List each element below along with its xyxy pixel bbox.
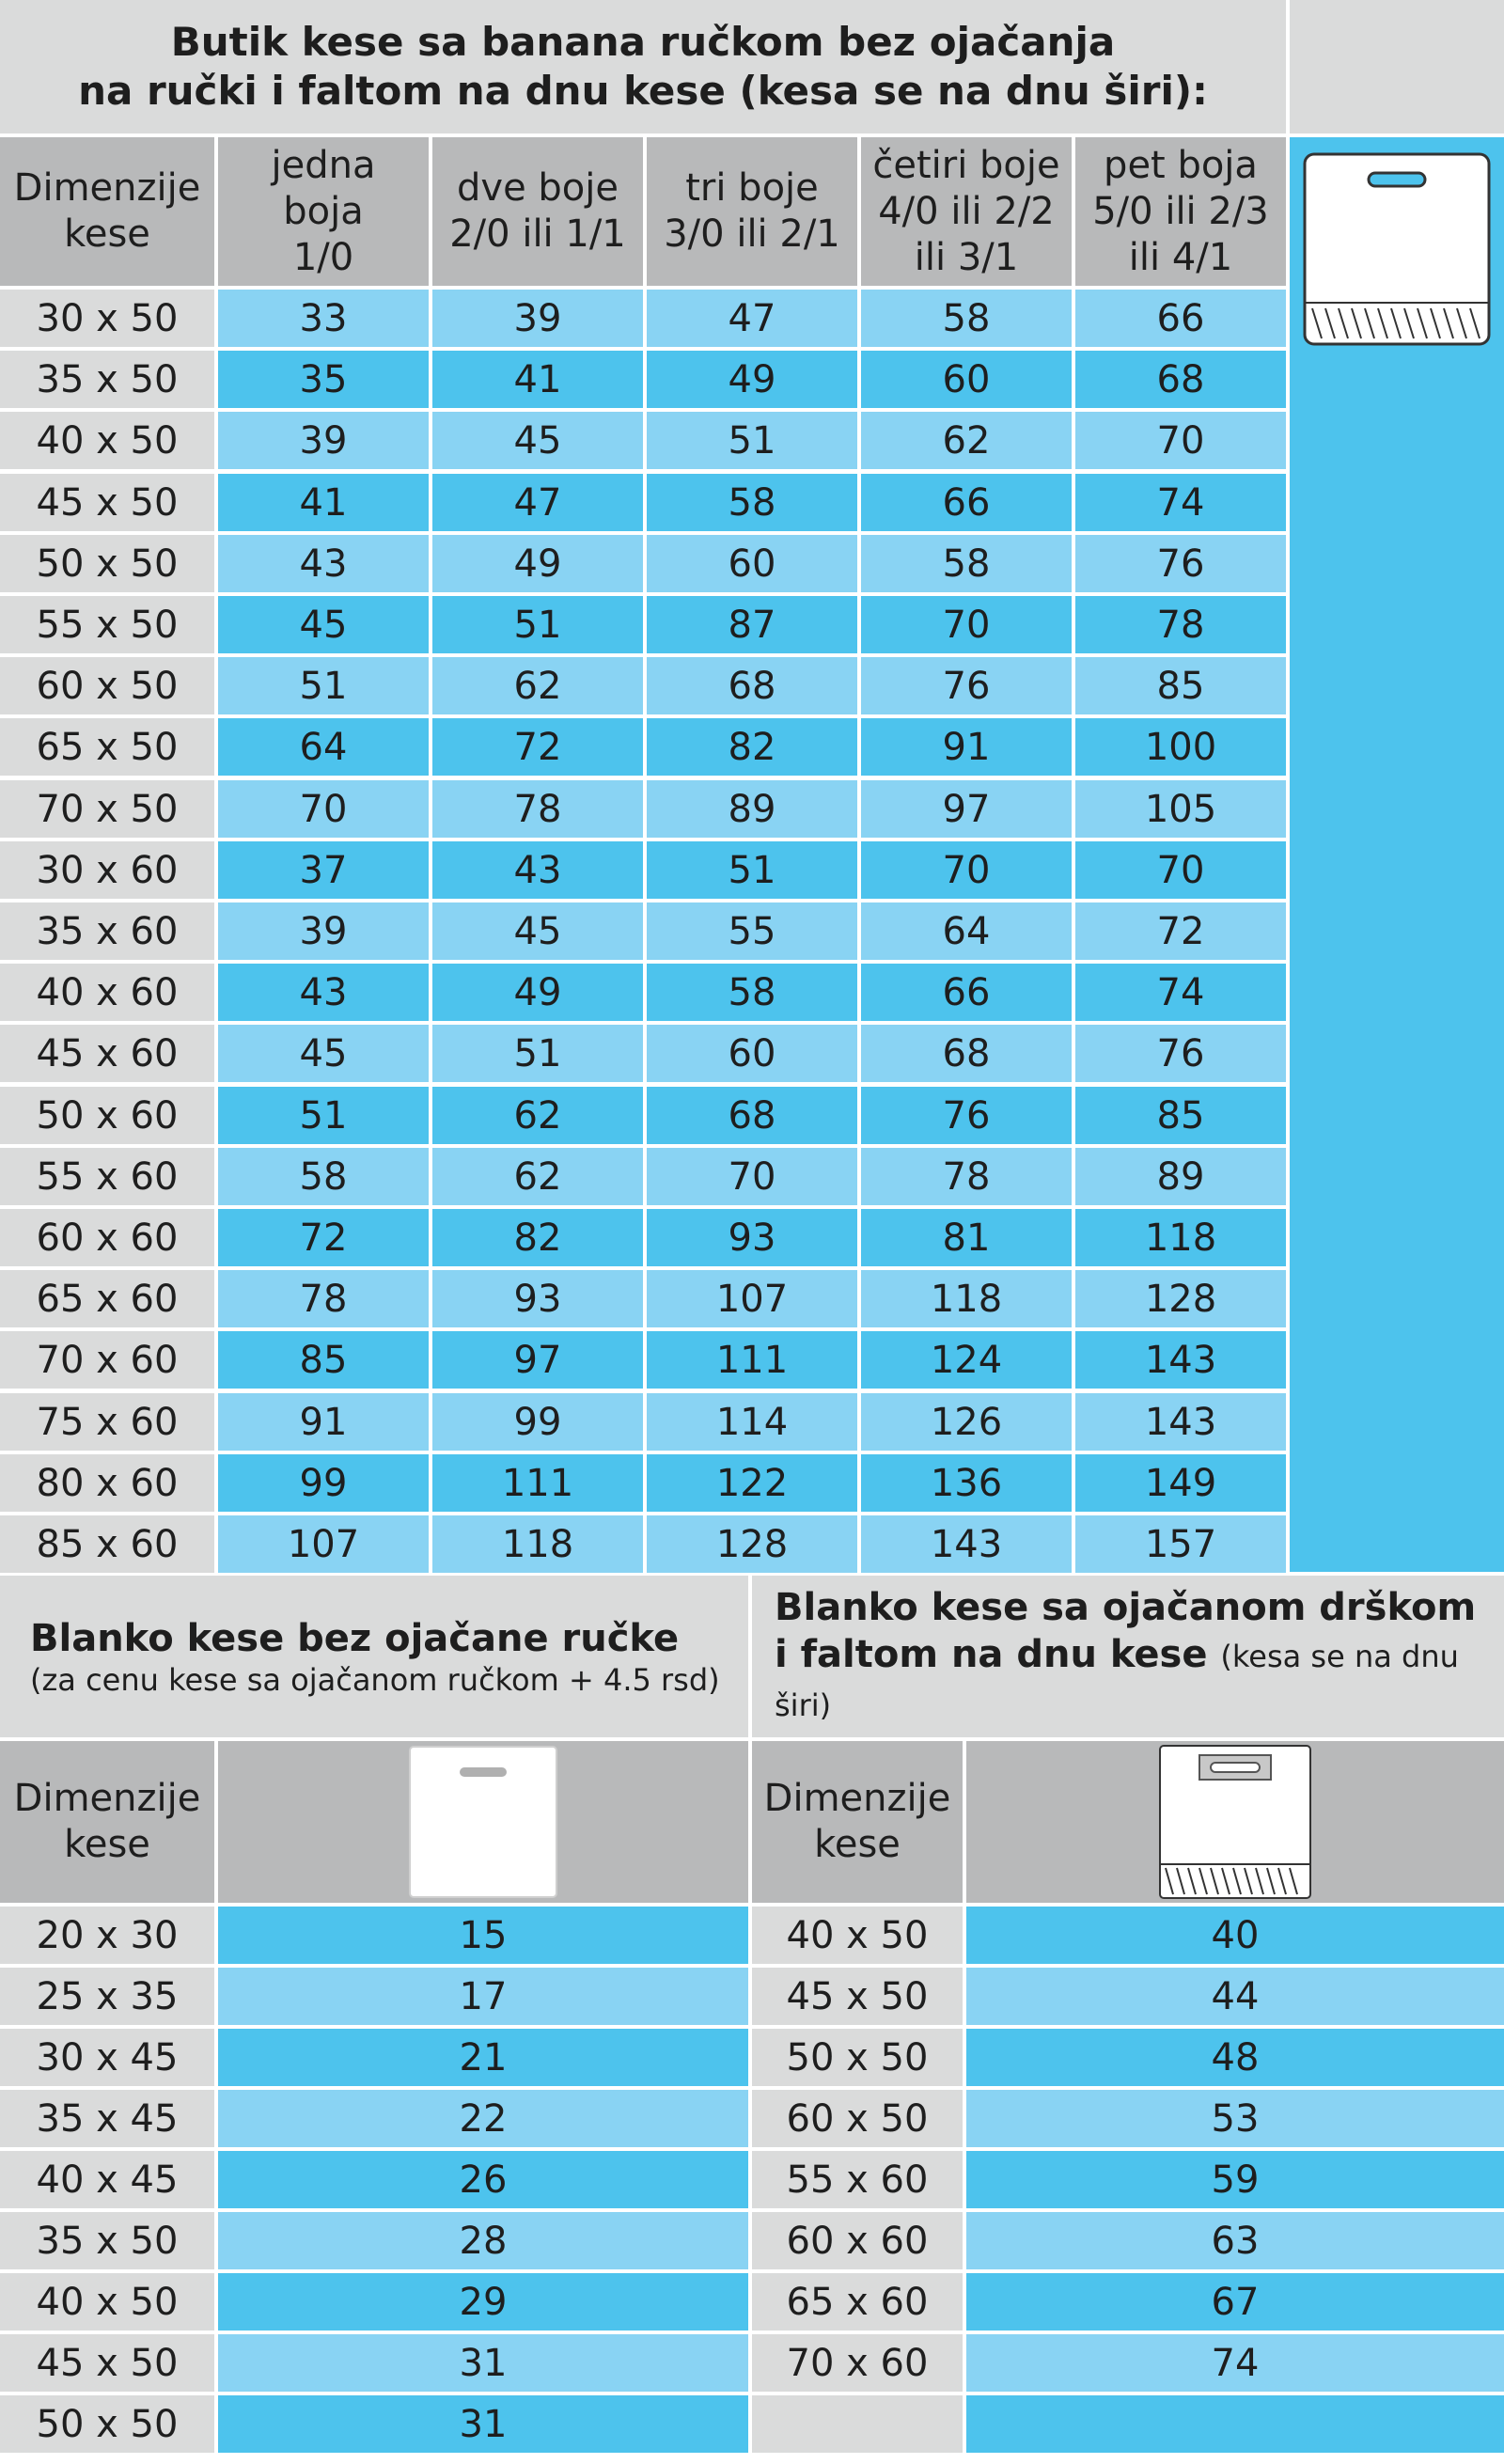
table1-price-cell: 97 [861,780,1072,838]
table1-price-cell: 64 [861,902,1072,960]
table2-dimension-cell: 35 x 45 [0,2090,214,2147]
table1-header-four-colors: četiri boje 4/0 ili 2/2 ili 3/1 [861,137,1072,286]
table1-price-cell: 72 [1075,902,1286,960]
table1-dimension-cell: 40 x 60 [0,964,214,1021]
table1-price-cell: 39 [432,290,643,347]
table1-price-cell: 78 [861,1148,1072,1205]
table1-price-cell: 58 [861,535,1072,592]
table2-price-cell: 15 [218,1907,748,1964]
table1-title-corner [1290,0,1504,133]
table1-price-cell: 70 [1075,841,1286,899]
table1-price-cell: 49 [432,964,643,1021]
table3-title-line1: Blanko kese sa ojačanom drškom [775,1586,1477,1629]
table2-price-cell: 31 [218,2334,748,2392]
table1-price-cell: 114 [647,1393,857,1451]
table1-price-cell: 76 [1075,535,1286,592]
table1-price-cell: 45 [432,412,643,469]
table1-price-cell: 35 [218,351,429,408]
table1-price-cell: 91 [861,718,1072,776]
table3-price-cell: 59 [966,2151,1504,2208]
banana-handle-gusset-bag-icon [1303,152,1491,346]
table1-price-cell: 58 [218,1148,429,1205]
table1-price-cell: 51 [432,1025,643,1082]
table1-price-cell: 74 [1075,474,1286,531]
table1-price-cell: 105 [1075,780,1286,838]
table1-price-cell: 89 [647,780,857,838]
table3-dimension-cell: 40 x 50 [752,1907,963,1964]
table3-dimension-cell: 65 x 60 [752,2273,963,2331]
table1-price-cell: 58 [861,290,1072,347]
table1-price-cell: 72 [432,718,643,776]
table3-header-dimensions: Dimenzije kese [752,1741,963,1903]
table1-price-cell: 82 [647,718,857,776]
table1-price-cell: 78 [432,780,643,838]
table1-price-cell: 72 [218,1209,429,1266]
table1-price-cell: 70 [647,1148,857,1205]
table1-price-cell: 47 [432,474,643,531]
table3-header-icon-cell [966,1741,1504,1903]
table1-price-cell: 111 [647,1331,857,1389]
table3-price-cell: 44 [966,1968,1504,2025]
table1-price-cell: 149 [1075,1454,1286,1512]
table2-dimension-cell: 40 x 45 [0,2151,214,2208]
table1-dimension-cell: 40 x 50 [0,412,214,469]
blank-bag-icon [408,1745,558,1899]
table1-header-one-color: jedna boja 1/0 [218,137,429,286]
table1-price-cell: 68 [647,657,857,714]
table1-dimension-cell: 30 x 60 [0,841,214,899]
table3-title-line2: i faltom na dnu kese (kesa se na dnu širi) [775,1633,1459,1723]
table2-dimension-cell: 20 x 30 [0,1907,214,1964]
table1-price-cell: 99 [432,1393,643,1451]
table1-price-cell: 107 [218,1515,429,1573]
table1-price-cell: 39 [218,902,429,960]
table1-price-cell: 143 [861,1515,1072,1573]
table1-price-cell: 78 [218,1270,429,1327]
table2-price-cell: 26 [218,2151,748,2208]
table2-dimension-cell: 40 x 50 [0,2273,214,2331]
table1-price-cell: 128 [1075,1270,1286,1327]
table1-price-cell: 70 [218,780,429,838]
table3-dimension-cell [752,2395,963,2453]
table1-dimension-cell: 80 x 60 [0,1454,214,1512]
table1-price-cell: 66 [861,964,1072,1021]
table3-price-cell: 67 [966,2273,1504,2331]
table1-dimension-cell: 65 x 60 [0,1270,214,1327]
table1-title-line2: na ručki i faltom na dnu kese (kesa se na dnu širi): [78,68,1208,114]
table1-price-cell: 100 [1075,718,1286,776]
table1-price-cell: 43 [218,535,429,592]
table1-price-cell: 68 [647,1087,857,1144]
table1-header-five-colors: pet boja 5/0 ili 2/3 ili 4/1 [1075,137,1286,286]
table1-price-cell: 74 [1075,964,1286,1021]
table2-dimension-cell: 50 x 50 [0,2395,214,2453]
table1-price-cell: 93 [647,1209,857,1266]
table1-price-cell: 51 [218,1087,429,1144]
table1-price-cell: 70 [861,841,1072,899]
table1-price-cell: 49 [647,351,857,408]
table1-dimension-cell: 55 x 50 [0,596,214,653]
table1-price-cell: 41 [432,351,643,408]
table1-dimension-cell: 70 x 50 [0,780,214,838]
table1-price-cell: 66 [861,474,1072,531]
table1-price-cell: 45 [218,596,429,653]
table3-price-cell: 63 [966,2212,1504,2269]
table1-price-cell: 43 [432,841,643,899]
table1-price-cell: 118 [861,1270,1072,1327]
table1-dimension-cell: 35 x 60 [0,902,214,960]
table1-price-cell: 128 [647,1515,857,1573]
table1-price-cell: 68 [861,1025,1072,1082]
table1-price-cell: 33 [218,290,429,347]
table1-price-cell: 124 [861,1331,1072,1389]
table3-price-cell: 48 [966,2029,1504,2086]
table1-price-cell: 97 [432,1331,643,1389]
table1-price-cell: 62 [861,412,1072,469]
table1-price-cell: 60 [647,535,857,592]
table1-price-cell: 49 [432,535,643,592]
table1-price-cell: 58 [647,474,857,531]
table1-price-cell: 60 [861,351,1072,408]
table1-price-cell: 62 [432,1087,643,1144]
table2-header-dimensions: Dimenzije kese [0,1741,214,1903]
table1-price-cell: 51 [647,841,857,899]
table1-dimension-cell: 30 x 50 [0,290,214,347]
table1-dimension-cell: 60 x 50 [0,657,214,714]
table1-title-cell [0,0,1286,133]
table2-header-icon-cell [218,1741,748,1903]
reinforced-handle-gusset-bag-icon [1158,1744,1312,1900]
table1-price-cell: 62 [432,1148,643,1205]
table3-title-note: (kesa se na dnu širi) [775,1639,1459,1723]
table1-price-cell: 51 [218,657,429,714]
table1-dimension-cell: 50 x 50 [0,535,214,592]
table3-dimension-cell: 45 x 50 [752,1968,963,2025]
table2-price-cell: 21 [218,2029,748,2086]
table1-price-cell: 62 [432,657,643,714]
table1-price-cell: 70 [861,596,1072,653]
table1-price-cell: 99 [218,1454,429,1512]
table2-price-cell: 17 [218,1968,748,2025]
table1-price-cell: 37 [218,841,429,899]
table1-price-cell: 93 [432,1270,643,1327]
table1-dimension-cell: 45 x 50 [0,474,214,531]
table3-price-cell [966,2395,1504,2453]
table1-price-cell: 76 [861,1087,1072,1144]
table3-price-cell: 74 [966,2334,1504,2392]
table1-title-line1: Butik kese sa banana ručkom bez ojačanja [170,19,1116,65]
table1-price-cell: 41 [218,474,429,531]
table1-price-cell: 157 [1075,1515,1286,1573]
table1-header-two-colors: dve boje 2/0 ili 1/1 [432,137,643,286]
table2-title-cell [0,1576,748,1737]
table3-title-cell [752,1576,1504,1737]
table1-dimension-cell: 65 x 50 [0,718,214,776]
table1-price-cell: 43 [218,964,429,1021]
table1-price-cell: 51 [647,412,857,469]
table1-price-cell: 76 [1075,1025,1286,1082]
table3-dimension-cell: 55 x 60 [752,2151,963,2208]
table2-dimension-cell: 30 x 45 [0,2029,214,2086]
table1-price-cell: 68 [1075,351,1286,408]
table1-price-cell: 107 [647,1270,857,1327]
table2-price-cell: 22 [218,2090,748,2147]
table2-subtitle: (za cenu kese sa ojačanom ručkom + 4.5 rsd) [30,1662,720,1698]
table3-dimension-cell: 60 x 50 [752,2090,963,2147]
table3-dimension-cell: 70 x 60 [752,2334,963,2392]
table1-price-cell: 39 [218,412,429,469]
table1-price-cell: 136 [861,1454,1072,1512]
table1-price-cell: 58 [647,964,857,1021]
table1-price-cell: 45 [432,902,643,960]
table1-price-cell: 85 [218,1331,429,1389]
table1-dimension-cell: 70 x 60 [0,1331,214,1389]
table3-dimension-cell: 60 x 60 [752,2212,963,2269]
table1-price-cell: 85 [1075,657,1286,714]
table1-price-cell: 126 [861,1393,1072,1451]
table1-dimension-cell: 35 x 50 [0,351,214,408]
table1-price-cell: 143 [1075,1331,1286,1389]
table1-dimension-cell: 55 x 60 [0,1148,214,1205]
table2-title: Blanko kese bez ojačane ručke [30,1617,680,1660]
table1-price-cell: 91 [218,1393,429,1451]
table1-dimension-cell: 85 x 60 [0,1515,214,1573]
table1-price-cell: 45 [218,1025,429,1082]
table1-price-cell: 122 [647,1454,857,1512]
table1-header-dimensions: Dimenzije kese [0,137,214,286]
table1-price-cell: 60 [647,1025,857,1082]
table1-price-cell: 51 [432,596,643,653]
table1-price-cell: 82 [432,1209,643,1266]
table1-dimension-cell: 75 x 60 [0,1393,214,1451]
table2-dimension-cell: 35 x 50 [0,2212,214,2269]
table2-price-cell: 31 [218,2395,748,2453]
table3-price-cell: 53 [966,2090,1504,2147]
table2-price-cell: 29 [218,2273,748,2331]
table1-price-cell: 118 [1075,1209,1286,1266]
table3-dimension-cell: 50 x 50 [752,2029,963,2086]
table1-price-cell: 118 [432,1515,643,1573]
table2-dimension-cell: 45 x 50 [0,2334,214,2392]
table1-price-cell: 111 [432,1454,643,1512]
table1-price-cell: 87 [647,596,857,653]
table1-header-three-colors: tri boje 3/0 ili 2/1 [647,137,857,286]
table1-price-cell: 47 [647,290,857,347]
table1-dimension-cell: 45 x 60 [0,1025,214,1082]
table1-price-cell: 81 [861,1209,1072,1266]
table2-price-cell: 28 [218,2212,748,2269]
table2-dimension-cell: 25 x 35 [0,1968,214,2025]
table1-price-cell: 70 [1075,412,1286,469]
table1-price-cell: 66 [1075,290,1286,347]
table1-dimension-cell: 60 x 60 [0,1209,214,1266]
table1-dimension-cell: 50 x 60 [0,1087,214,1144]
table1-price-cell: 85 [1075,1087,1286,1144]
table1-price-cell: 89 [1075,1148,1286,1205]
table1-price-cell: 64 [218,718,429,776]
table1-price-cell: 76 [861,657,1072,714]
table3-price-cell: 40 [966,1907,1504,1964]
table1-price-cell: 78 [1075,596,1286,653]
table1-icon-column [1290,137,1504,1572]
table1-price-cell: 55 [647,902,857,960]
table1-price-cell: 143 [1075,1393,1286,1451]
